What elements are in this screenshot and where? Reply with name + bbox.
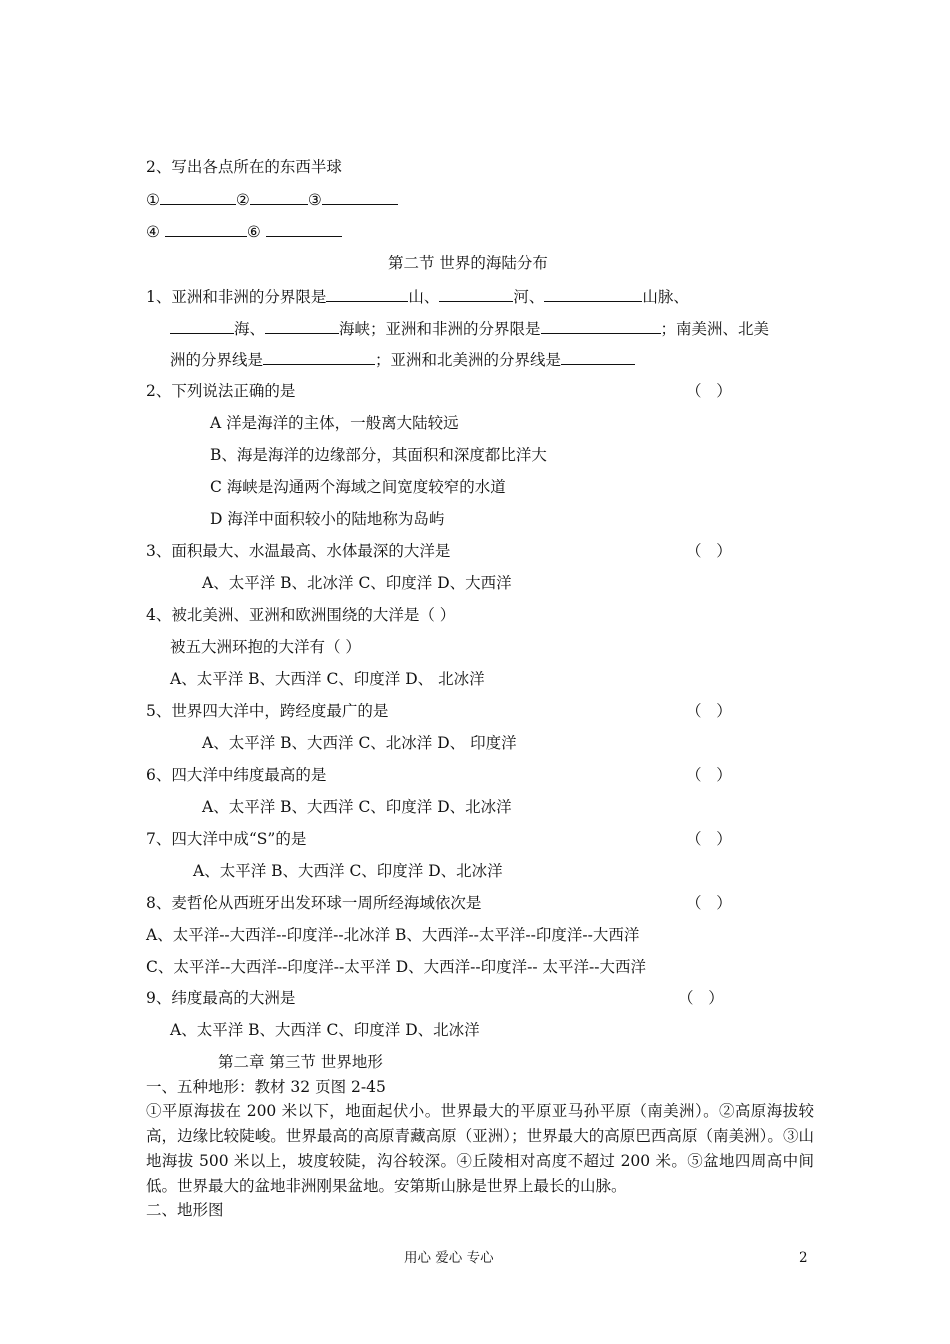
page-number: 2: [799, 1250, 808, 1266]
question-2: 2、下列说法正确的是: [146, 382, 296, 400]
question-3-options: A、太平洋 B、北冰洋 C、印度洋 D、大西洋: [202, 574, 512, 592]
question-8-options-cd: C、太平洋--大西洋--印度洋--太平洋 D、大西洋--印度洋-- 太平洋--大西洋: [146, 958, 646, 976]
answer-parentheses[interactable]: （ ）: [678, 989, 724, 1007]
question-3: 3、面积最大、水温最高、水体最深的大洋是: [146, 542, 451, 560]
q1-text: 山、: [408, 288, 440, 306]
question-7: 7、四大洋中成“S”的是: [146, 830, 307, 848]
option-d: D 海洋中面积较小的陆地称为岛屿: [210, 510, 445, 528]
marker-2: ②: [235, 191, 250, 209]
answer-parentheses[interactable]: （ ）: [686, 830, 732, 848]
question-9-options: A、太平洋 B、大西洋 C、印度洋 D、北冰洋: [170, 1021, 480, 1039]
option-c: C 海峡是沟通两个海域之间宽度较窄的水道: [210, 478, 506, 496]
blank[interactable]: [322, 189, 398, 205]
q1-text: ；南美洲、北美: [660, 320, 770, 338]
answer-parentheses[interactable]: （ ）: [686, 766, 732, 784]
question-6-options: A、太平洋 B、大西洋 C、印度洋 D、北冰洋: [202, 798, 512, 816]
q1-line-3: [170, 349, 635, 370]
heading-topographic-map: 二、地形图: [146, 1201, 224, 1219]
blank[interactable]: [326, 286, 408, 302]
question-8-options-ab: A、太平洋--大西洋--印度洋--北冰洋 B、大西洋--太平洋--印度洋--大西洋: [146, 926, 640, 944]
marker-3: ③: [307, 191, 322, 209]
blank[interactable]: [544, 286, 642, 302]
question-4: 4、被北美洲、亚洲和欧洲围绕的大洋是（ ）: [146, 606, 456, 624]
answer-line-1: [146, 189, 398, 210]
heading-five-landforms: 一、五种地形：教材 32 页图 2-45: [146, 1078, 386, 1096]
question-9: 9、纬度最高的大洲是: [146, 989, 296, 1007]
answer-parentheses[interactable]: （ ）: [686, 542, 732, 560]
question-4-part-2: 被五大洲环抱的大洋有（ ）: [170, 638, 361, 656]
answer-parentheses[interactable]: （ ）: [686, 702, 732, 720]
question-2-hemispheres: 2、写出各点所在的东西半球: [146, 158, 342, 176]
option-a: A 洋是海洋的主体，一般离大陆较远: [210, 414, 459, 432]
q1-text: 山脉、: [642, 288, 689, 306]
q1-text: 海、: [234, 320, 266, 338]
section-title: 第二节 世界的海陆分布: [388, 254, 548, 272]
blank[interactable]: [265, 318, 339, 334]
q1-line-1: [146, 286, 689, 307]
question-4-options: A、太平洋 B、大西洋 C、印度洋 D、 北冰洋: [170, 670, 485, 688]
option-b: B、海是海洋的边缘部分，其面积和深度都比洋大: [210, 446, 547, 464]
blank[interactable]: [160, 189, 236, 205]
marker-1: ①: [146, 191, 160, 209]
blank[interactable]: [541, 318, 661, 334]
answer-parentheses[interactable]: （ ）: [686, 894, 732, 912]
blank[interactable]: [250, 189, 308, 205]
marker-6: ⑥: [246, 223, 261, 241]
q1-text: 洲的分界线是: [170, 351, 264, 369]
chapter-section-title: 第二章 第三节 世界地形: [218, 1053, 383, 1071]
q1-text: 1、亚洲和非洲的分界限是: [146, 288, 327, 306]
blank[interactable]: [263, 349, 375, 365]
q1-text: ；亚洲和北美洲的分界线是: [375, 351, 562, 369]
question-5-options: A、太平洋 B、大西洋 C、北冰洋 D、 印度洋: [202, 734, 517, 752]
blank[interactable]: [165, 221, 247, 237]
footer-motto: 用心 爱心 专心: [404, 1250, 494, 1266]
q1-text: 海峡；亚洲和非洲的分界限是: [339, 320, 541, 338]
blank[interactable]: [439, 286, 513, 302]
answer-parentheses[interactable]: （ ）: [686, 382, 732, 400]
question-7-options: A、太平洋 B、大西洋 C、印度洋 D、北冰洋: [193, 862, 503, 880]
marker-4: ④: [146, 223, 160, 241]
landforms-paragraph: ①平原海拔在 200 米以下，地面起伏小。世界最大的平原亚马孙平原（南美洲）。②高原海拔较高，边缘比较陡峻。世界最高的高原青藏高原（亚洲）；世界最大的高原巴西高原（南美洲）。③山地海拔 500 米以上，坡度较陡，沟谷较深。④丘陵相对高度不超过 200 米。⑤盆地四周高中间低。世界最大的盆地非洲刚果盆地。安第斯山脉是世界上最长的山脉。: [146, 1102, 814, 1195]
q1-line-2: [170, 318, 769, 339]
question-8: 8、麦哲伦从西班牙出发环球一周所经海域依次是: [146, 894, 482, 912]
q1-text: 河、: [513, 288, 545, 306]
answer-line-2: [146, 221, 342, 242]
question-6: 6、四大洋中纬度最高的是: [146, 766, 327, 784]
question-5: 5、世界四大洋中，跨经度最广的是: [146, 702, 389, 720]
blank[interactable]: [266, 221, 342, 237]
blank[interactable]: [561, 349, 635, 365]
blank[interactable]: [170, 318, 234, 334]
